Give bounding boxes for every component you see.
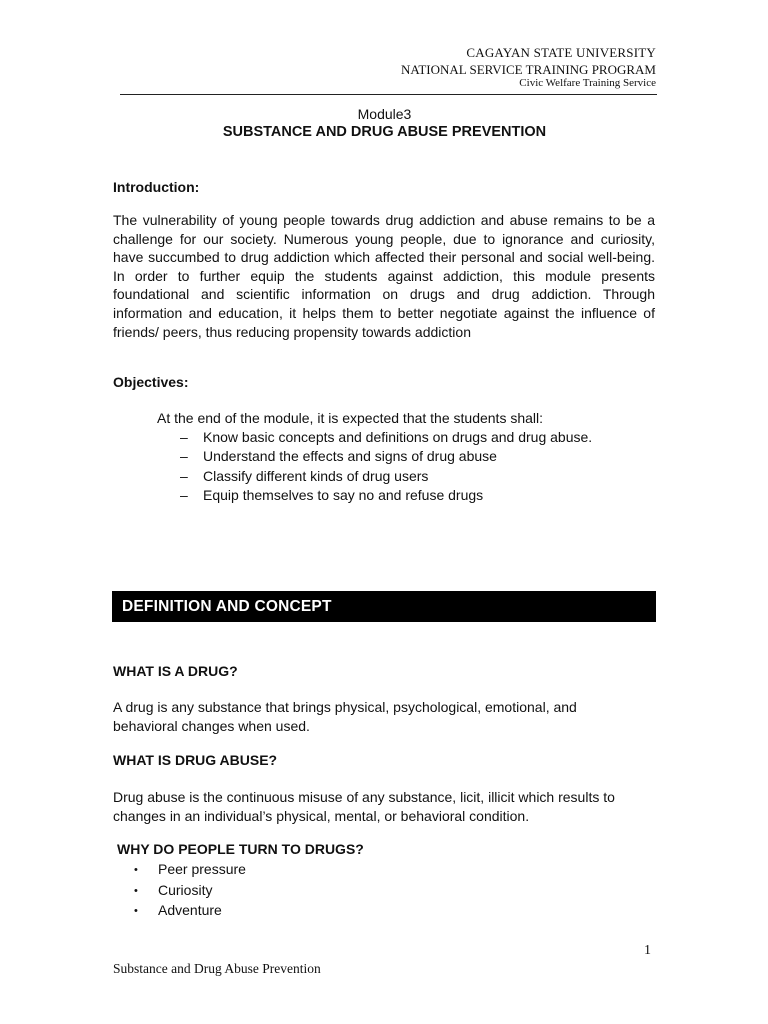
- page-number: 1: [644, 943, 651, 958]
- bullet-marker: •: [134, 905, 138, 917]
- footer-text: Substance and Drug Abuse Prevention: [113, 961, 321, 976]
- list-item: [134, 880, 246, 901]
- header-service: Civic Welfare Training Service: [519, 77, 656, 89]
- reason-text: Curiosity: [158, 881, 213, 898]
- module-title: SUBSTANCE AND DRUG ABUSE PREVENTION: [222, 124, 547, 140]
- bullet-marker: •: [134, 864, 138, 876]
- objectives-list: [180, 428, 592, 505]
- dash-marker: –: [180, 429, 188, 445]
- section-banner-title: DEFINITION AND CONCEPT: [122, 598, 332, 615]
- list-item: [134, 859, 246, 880]
- list-item: [180, 467, 592, 486]
- objectives-intro: At the end of the module, it is expected that the students shall:: [157, 410, 544, 426]
- drug-body: A drug is any substance that brings physical, psychological, emotional, and behavioral changes when used.: [113, 699, 577, 734]
- reason-text: Peer pressure: [158, 861, 246, 877]
- objective-text: Equip themselves to say no and refuse drugs: [203, 486, 484, 503]
- objective-text: Classify different kinds of drug users: [203, 467, 429, 484]
- module-number: Module3: [357, 106, 412, 122]
- dash-marker: –: [180, 448, 188, 465]
- drug-heading: WHAT IS A DRUG?: [113, 663, 238, 679]
- objective-text: Understand the effects and signs of drug abuse: [203, 448, 497, 465]
- list-item: [180, 428, 592, 447]
- header-program: NATIONAL SERVICE TRAINING PROGRAM: [401, 62, 656, 77]
- section-banner: [112, 591, 656, 622]
- objectives-heading: Objectives:: [113, 374, 189, 390]
- dash-marker: –: [180, 467, 188, 484]
- header-university: CAGAYAN STATE UNIVERSITY: [466, 45, 656, 60]
- why-list: [134, 859, 246, 921]
- why-heading: WHY DO PEOPLE TURN TO DRUGS?: [117, 841, 364, 857]
- drug-abuse-body: Drug abuse is the continuous misuse of any substance, licit, illicit which results to changes in an individual’s physical, mental, or behavioral condition.: [113, 789, 615, 824]
- introduction-body: The vulnerability of young people towards drug addiction and abuse remains to be a challenge for our society. Numerous young people, due to ignorance and curiosity, have succumbed to drug addiction which affected their personal and social well-being. In order to further equip the students against addiction, this module presents foundational and scientific information on drugs and drug addiction. Through information and education, it helps them to better negotiate against the influence of friends/ peers, thus reducing propensity towards addiction: [113, 212, 655, 340]
- introduction-heading: Introduction:: [113, 179, 200, 195]
- list-item: [180, 486, 592, 505]
- bullet-marker: •: [134, 884, 138, 897]
- list-item: [134, 900, 246, 921]
- drug-abuse-heading: WHAT IS DRUG ABUSE?: [113, 752, 278, 768]
- objective-text: Know basic concepts and definitions on drugs and drug abuse.: [203, 429, 593, 445]
- reason-text: Adventure: [158, 902, 222, 918]
- list-item: [180, 447, 592, 466]
- header-divider: [120, 94, 657, 95]
- dash-marker: –: [180, 486, 188, 503]
